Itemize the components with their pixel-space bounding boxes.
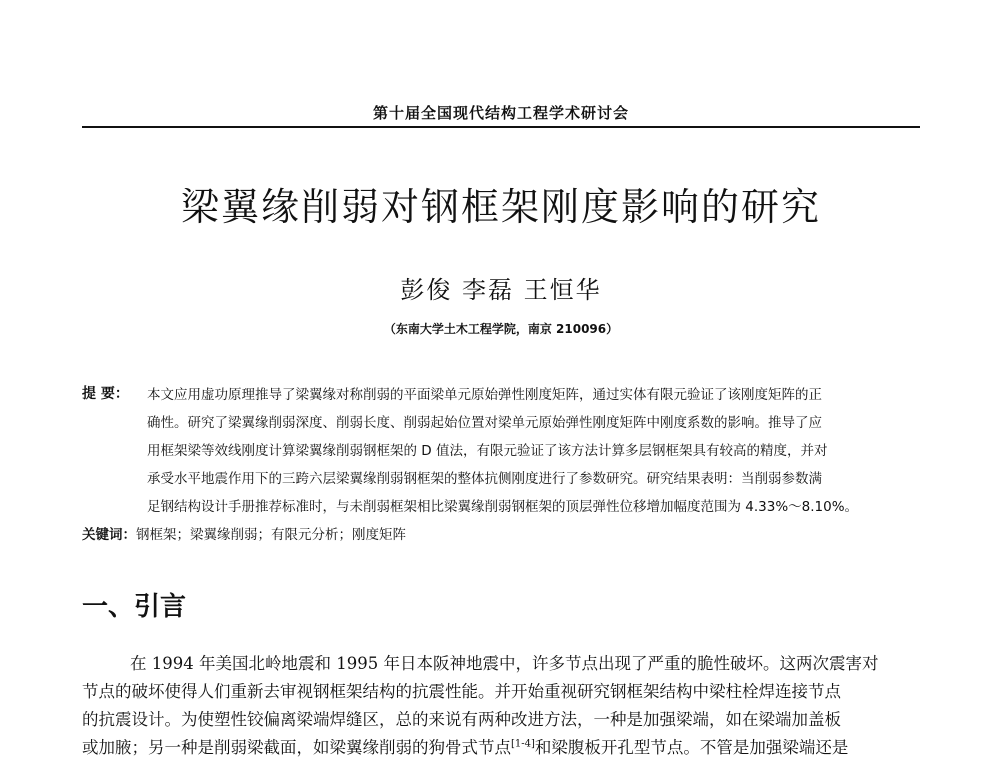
body-text-line [82, 734, 920, 758]
body-text-segment: 或加腋；另一种是削弱梁截面，如梁翼缘削弱的狗骨式节点 [82, 738, 511, 757]
citation-ref: [1-4] [511, 738, 535, 750]
header-rule [82, 126, 920, 128]
abstract-line: 本文应用虚功原理推导了梁翼缘对称削弱的平面梁单元原始弹性刚度矩阵，通过实体有限元验证了该刚度矩阵的正 [147, 387, 822, 403]
body-text-line: 节点的破坏使得人们重新去审视钢框架结构的抗震性能。并开始重视研究钢框架结构中梁柱栓焊连接节点 [82, 682, 841, 701]
abstract-line: 足钢结构设计手册推荐标准时，与未削弱框架相比梁翼缘削弱钢框架的顶层弹性位移增加幅度范围为 4.33%～8.10%。 [147, 499, 859, 515]
body-text-line: 的抗震设计。为使塑性铰偏离梁端焊缝区，总的来说有两种改进方法，一种是加强梁端，如在梁端加盖板 [82, 710, 841, 729]
authors: 彭俊 李磊 王恒华 [400, 276, 602, 304]
abstract-line: 用框架梁等效线刚度计算梁翼缘削弱钢框架的 D 值法，有限元验证了该方法计算多层钢框架具有较高的精度，并对 [147, 443, 828, 459]
keywords-text: 钢框架；梁翼缘削弱；有限元分析；刚度矩阵 [136, 527, 406, 543]
abstract-label: 提 要： [82, 386, 129, 402]
abstract-line: 确性。研究了梁翼缘削弱深度、削弱长度、削弱起始位置对梁单元原始弹性刚度矩阵中刚度系数的影响。推导了应 [147, 415, 822, 431]
body-text-segment: 和梁腹板开孔型节点。不管是加强梁端还是 [534, 738, 849, 757]
abstract-line: 承受水平地震作用下的三跨六层梁翼缘削弱钢框架的整体抗侧刚度进行了参数研究。研究结果表明：当削弱参数满 [147, 471, 822, 487]
keywords-label: 关键词： [82, 527, 136, 543]
paper-title: 梁翼缘削弱对钢框架刚度影响的研究 [180, 185, 821, 229]
affiliation: （东南大学土木工程学院，南京 210096） [383, 322, 619, 336]
section-heading-introduction: 一、引言 [82, 592, 187, 622]
running-head: 第十届全国现代结构工程学术研讨会 [372, 104, 629, 122]
keywords [82, 523, 920, 543]
body-text-line: 在 1994 年美国北岭地震和 1995 年日本阪神地震中，许多节点出现了严重的脆性破坏。这两次震害对 [130, 654, 879, 673]
